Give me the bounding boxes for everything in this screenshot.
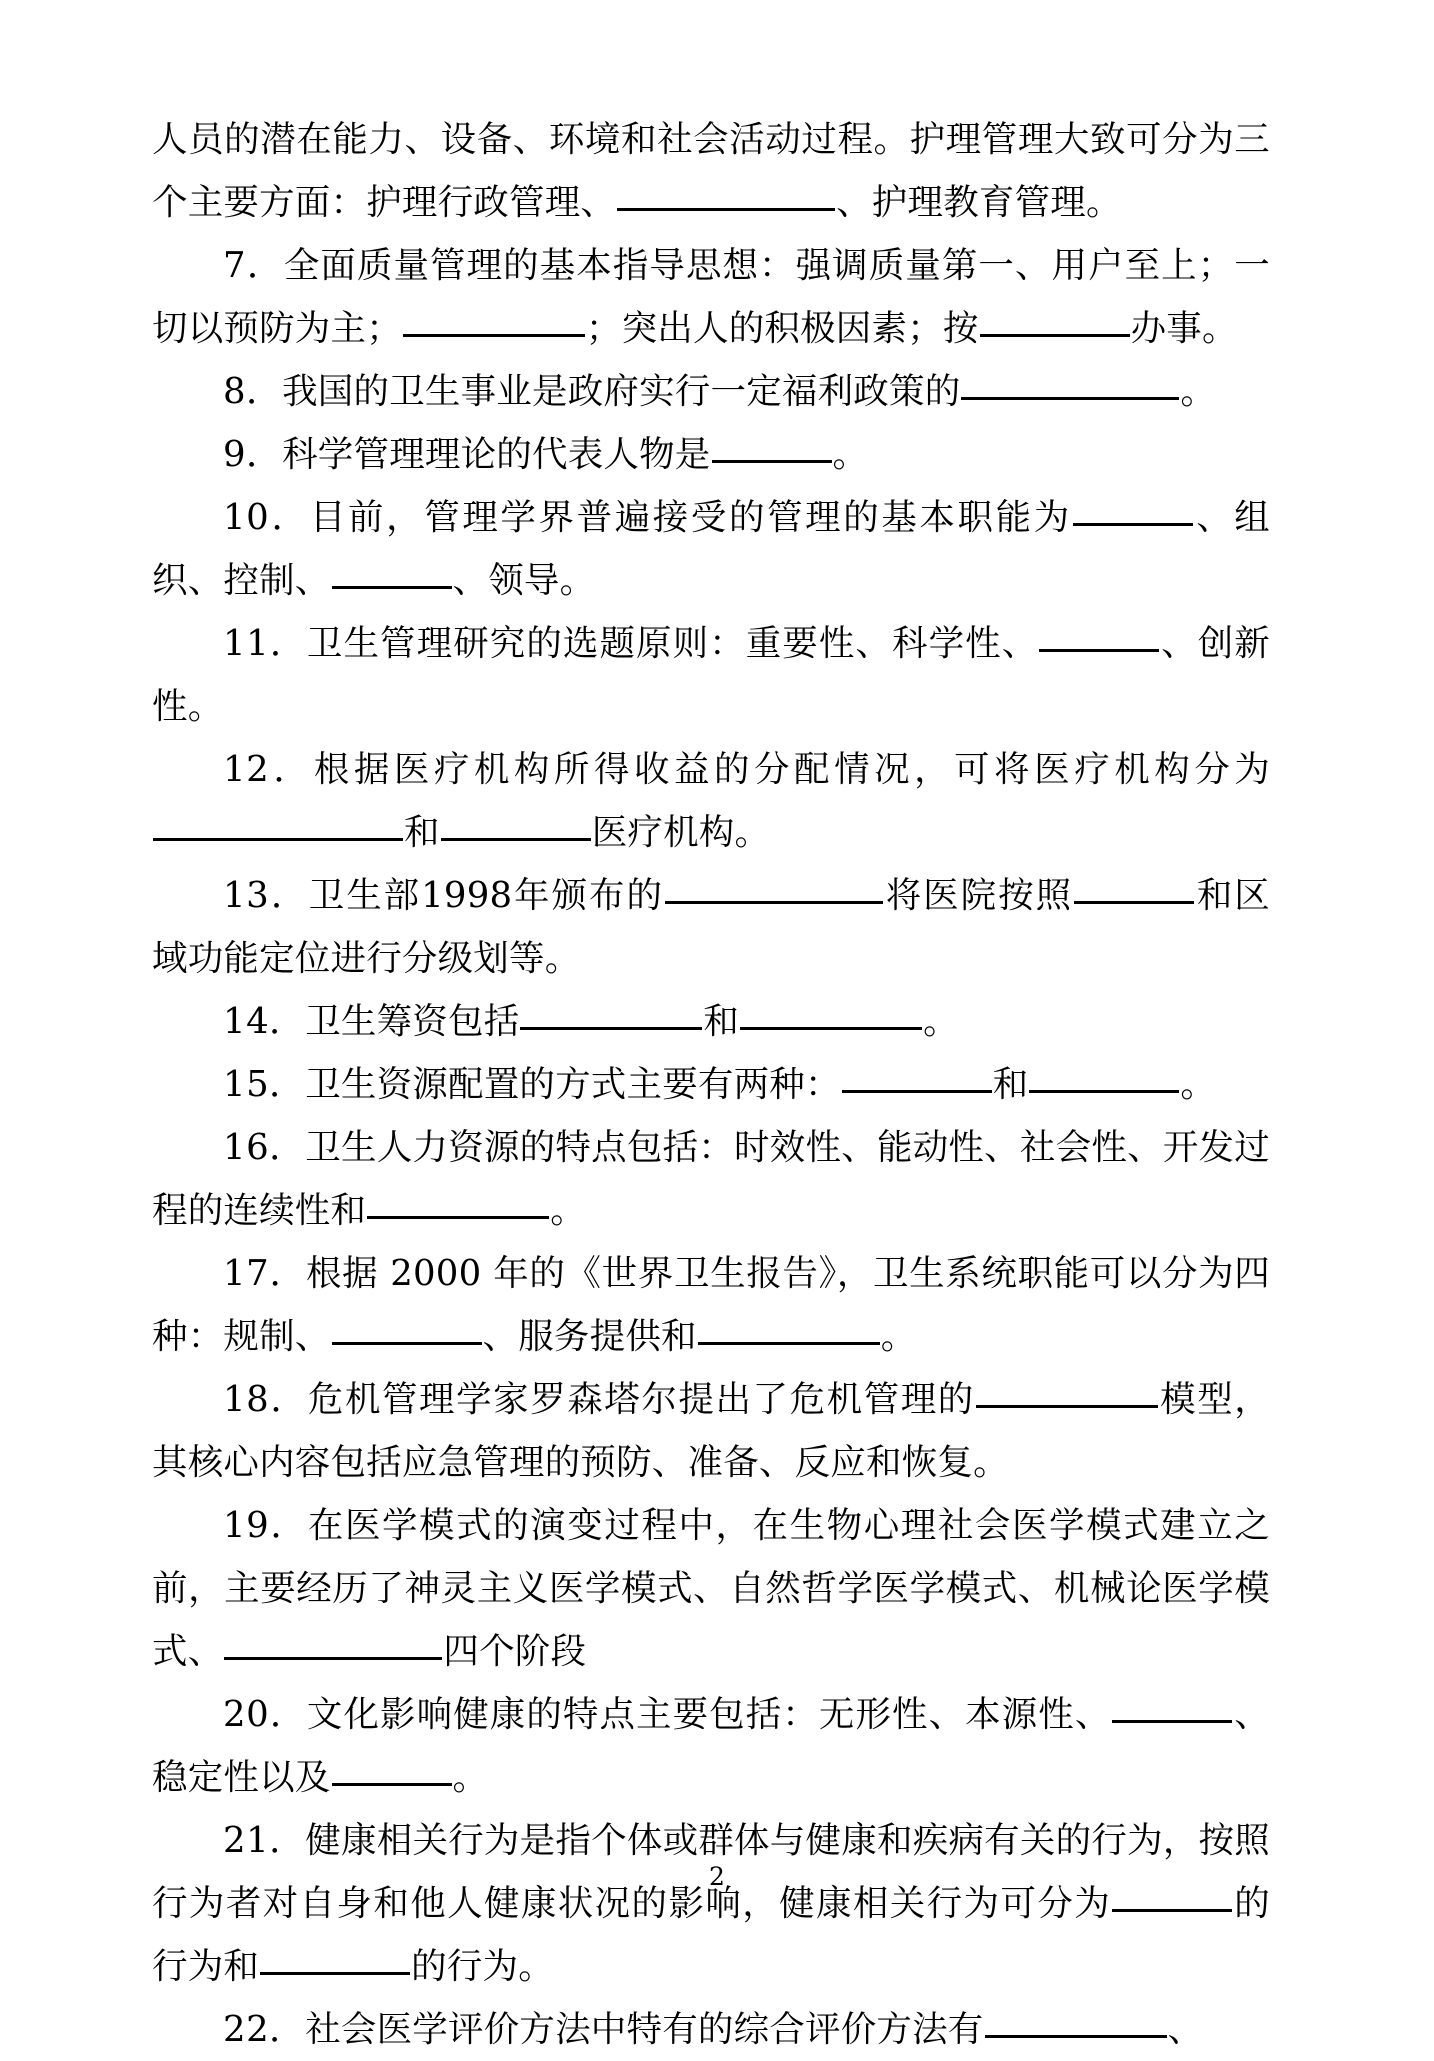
answer-blank[interactable] [665, 874, 883, 904]
answer-blank[interactable] [332, 1756, 452, 1786]
answer-blank[interactable] [1112, 1693, 1232, 1723]
question-text: 文化影响健康的特点主要包括：无形性、本源性、 [306, 1694, 1112, 1735]
question-text: 在医学模式的演变过程中，在生物心理社会医学模式建立之前，主要经历了神灵主义医学模式、自然哲学医学模式、机械论医学模式、 [152, 1505, 1270, 1672]
answer-blank[interactable] [260, 1945, 410, 1975]
question-text: 。 [832, 434, 869, 475]
question-text: 卫生人力资源的特点包括：时效性、能动性、社会性、开发过程的连续性和 [152, 1127, 1270, 1231]
answer-blank[interactable] [961, 370, 1179, 400]
question-11 [152, 612, 1270, 738]
question-10 [152, 486, 1270, 612]
question-number: 16． [223, 1127, 306, 1168]
question-15 [152, 1053, 1270, 1116]
question-text: 卫生管理研究的选题原则：重要性、科学性、 [306, 623, 1039, 664]
question-text: 。 [550, 1190, 586, 1231]
question-text: 。 [1180, 1064, 1217, 1105]
answer-blank[interactable] [367, 1189, 549, 1219]
answer-blank[interactable] [985, 2008, 1167, 2038]
answer-blank[interactable] [224, 1630, 442, 1660]
answer-blank[interactable] [1029, 1063, 1179, 1093]
answer-blank[interactable] [520, 1000, 702, 1030]
document-body [152, 108, 1270, 2061]
question-text: 、 [1167, 2009, 1204, 2050]
question-text: 四个阶段 [443, 1631, 587, 1672]
question-number: 13． [223, 875, 309, 916]
question-19 [152, 1494, 1270, 1683]
question-9 [152, 423, 1270, 486]
question-number: 15． [223, 1064, 306, 1105]
question-18 [152, 1368, 1270, 1494]
question-text: 我国的卫生事业是政府实行一定福利政策的 [282, 371, 961, 412]
question-text: 、领导。 [452, 560, 596, 601]
question-text: 卫生部1998年颁布的 [308, 875, 664, 916]
question-text: 和 [404, 812, 440, 853]
question-text: 。 [452, 1757, 489, 1798]
question-number: 12． [223, 749, 314, 790]
question-number: 19． [223, 1505, 308, 1546]
question-22 [152, 1998, 1270, 2061]
question-21 [152, 1809, 1270, 1998]
question-text: 根据医疗机构所得收益的分配情况，可将医疗机构分为 [313, 749, 1270, 790]
question-text: 全面质量管理的基本指导思想：强调质量第一、用户至上；一切以预防为主； [152, 245, 1270, 349]
question-text: 、组织、控制、 [152, 497, 1270, 601]
question-text: 、创新性。 [152, 623, 1270, 727]
answer-blank[interactable] [441, 811, 591, 841]
question-number: 18． [223, 1379, 308, 1420]
question-text: 。 [923, 1001, 959, 1042]
question-number: 8． [223, 371, 283, 412]
question-text: 、服务提供和 [482, 1316, 697, 1357]
page-number: 2 [709, 1862, 725, 1891]
question-text: 健康相关行为是指个体或群体与健康和疾病有关的行为，按照行为者对自身和他人健康状况的影响，健康相关行为可分为 [152, 1820, 1270, 1924]
question-text: 根据 2000 年的《世界卫生报告》，卫生系统职能可以分为四种：规制、 [152, 1253, 1270, 1357]
question-text: 。 [1180, 371, 1217, 412]
answer-blank[interactable] [617, 181, 835, 211]
answer-blank[interactable] [332, 559, 452, 589]
answer-blank[interactable] [1039, 622, 1159, 652]
answer-blank[interactable] [712, 433, 832, 463]
question-text: 、稳定性以及 [152, 1694, 1270, 1798]
question-text: 社会医学评价方法中特有的综合评价方法有 [305, 2009, 984, 2050]
question-text: 卫生资源配置的方式主要有两种： [305, 1064, 841, 1105]
question-13 [152, 864, 1270, 990]
question-number: 17． [223, 1253, 307, 1294]
answer-blank[interactable] [842, 1063, 992, 1093]
question-text: ；突出人的积极因素；按 [585, 308, 979, 349]
answer-blank[interactable] [698, 1315, 880, 1345]
question-12 [152, 738, 1270, 864]
question-text: 医疗机构。 [591, 812, 771, 853]
question-17 [152, 1242, 1270, 1368]
question-text: 的行为和 [152, 1883, 1270, 1987]
question-number: 20． [223, 1694, 307, 1735]
question-14 [152, 990, 1270, 1053]
paragraph-text: 、护理教育管理。 [836, 182, 1122, 223]
paragraph-text: 人员的潜在能力、设备、环境和社会活动过程。护理管理大致可分为三个主要方面：护理行政管理、 [152, 119, 1270, 223]
question-8 [152, 360, 1270, 423]
answer-blank[interactable] [403, 307, 585, 337]
question-text: 和区域功能定位进行分级划等。 [152, 875, 1270, 979]
answer-blank[interactable] [980, 307, 1130, 337]
answer-blank[interactable] [1074, 874, 1194, 904]
question-number: 11． [223, 623, 307, 664]
question-number: 22． [223, 2009, 306, 2050]
question-text: 的行为。 [411, 1946, 554, 1987]
question-text: 办事。 [1130, 308, 1238, 349]
question-7 [152, 234, 1270, 360]
question-text: 和 [703, 1001, 740, 1042]
question-text: 。 [880, 1316, 917, 1357]
paragraph-continuation-6 [152, 108, 1270, 234]
answer-blank[interactable] [153, 811, 403, 841]
answer-blank[interactable] [740, 1000, 922, 1030]
question-number: 21． [223, 1820, 306, 1861]
answer-blank[interactable] [1073, 496, 1193, 526]
question-text: 危机管理学家罗森塔尔提出了危机管理的 [307, 1379, 975, 1420]
question-text: 模型，其核心内容包括应急管理的预防、准备、反应和恢复。 [152, 1379, 1270, 1483]
question-number: 9． [223, 434, 283, 475]
answer-blank[interactable] [332, 1315, 482, 1345]
question-text: 卫生筹资包括 [305, 1001, 520, 1042]
question-20 [152, 1683, 1270, 1809]
question-text: 科学管理理论的代表人物是 [282, 434, 711, 475]
question-text: 目前，管理学界普遍接受的管理的基本职能为 [309, 497, 1072, 538]
question-number: 14． [223, 1001, 306, 1042]
question-number: 7． [223, 245, 284, 286]
question-text: 将医院按照 [883, 875, 1074, 916]
question-16 [152, 1116, 1270, 1242]
question-text: 和 [992, 1064, 1029, 1105]
question-number: 10． [223, 497, 310, 538]
answer-blank[interactable] [976, 1378, 1158, 1408]
